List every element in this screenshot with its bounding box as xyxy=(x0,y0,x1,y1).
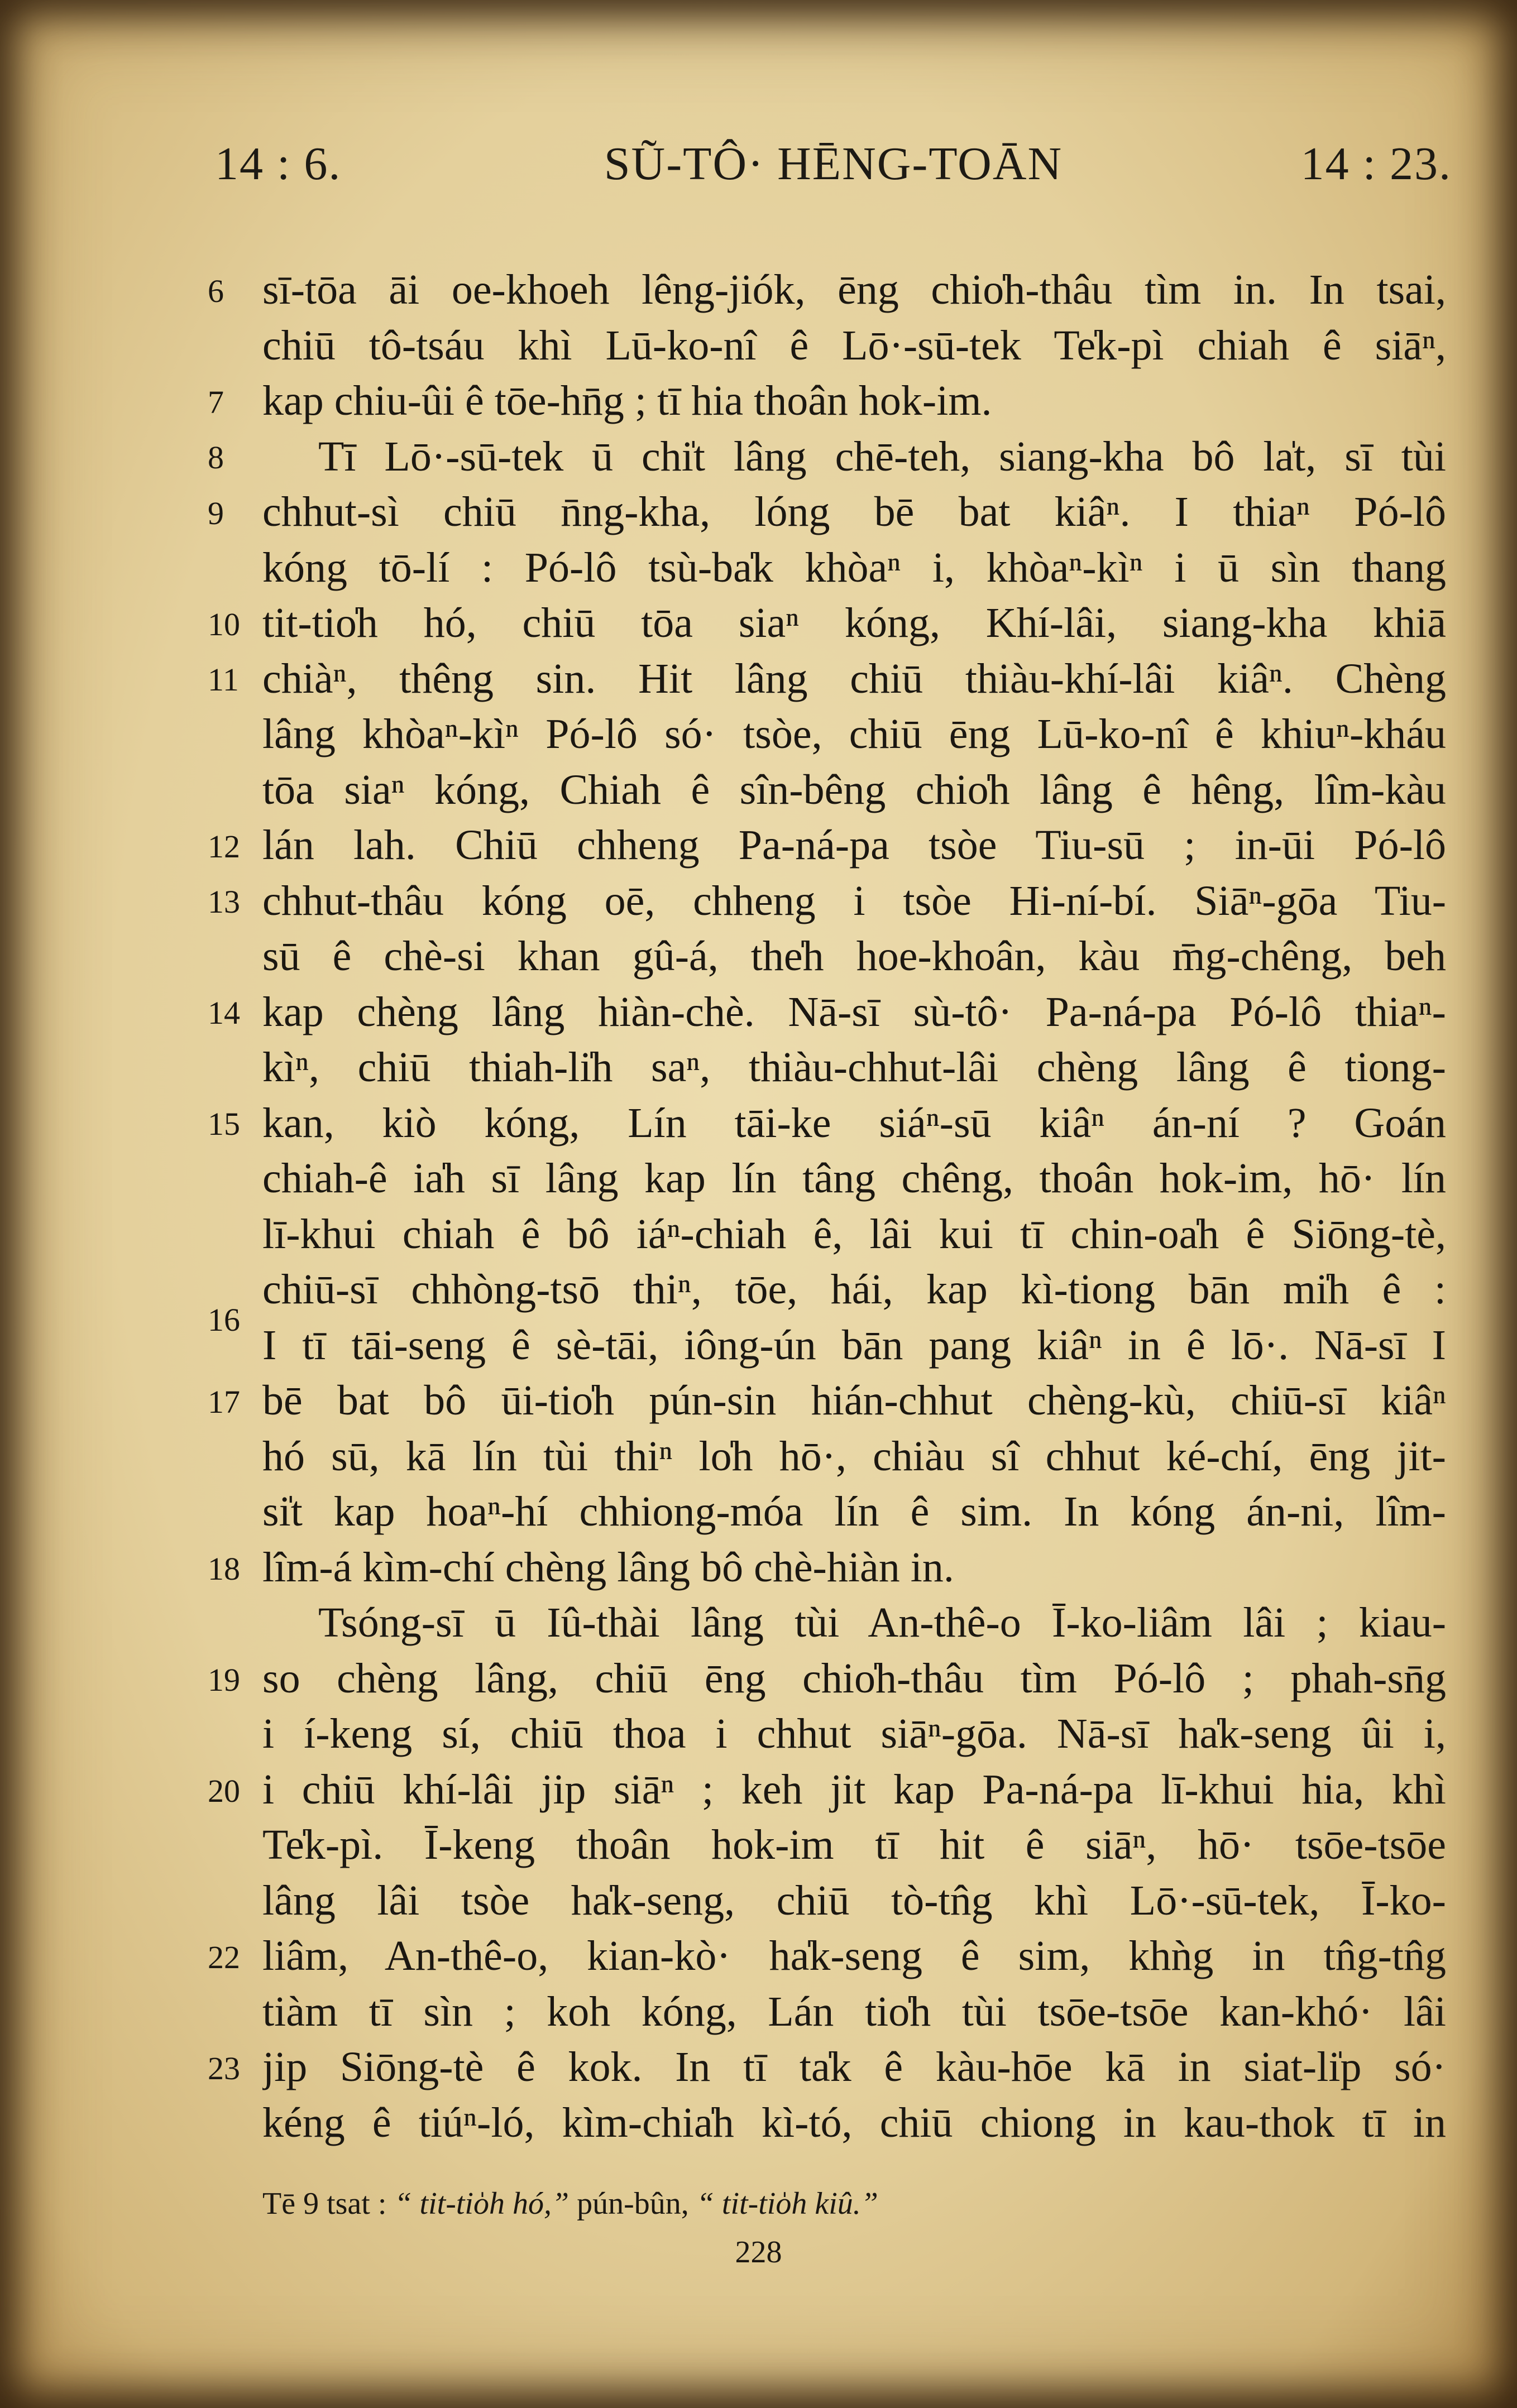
text-line: Tī Lō·-sū-tek ū chi̍t lâng chē-teh, siang-kha bô la̍t, sī tùi xyxy=(318,433,1446,480)
verse-number: 22 xyxy=(208,1939,240,1975)
verse-number: 14 xyxy=(208,995,240,1031)
text-line: kap chiu-ûi ê tōe-hn̄g ; tī hia thoân hok-im. xyxy=(262,377,992,424)
text-line: hó sū, kā lín tùi thiⁿ lo̍h hō·, chiàu sî chhut ké-chí, ēng jit- xyxy=(262,1432,1446,1480)
text-line: lâng lâi tsòe ha̍k-seng, chiū tò-tn̂g khì Lō·-sū-tek, Ī-ko- xyxy=(262,1877,1446,1924)
text-line: Tsóng-sī ū Iû-thài lâng tùi An-thê-o Ī-ko-liâm lâi ; kiau- xyxy=(318,1599,1446,1646)
header-chapter-verse-start: 14 : 6. xyxy=(215,138,342,190)
verse-number: 15 xyxy=(208,1106,240,1142)
verse-number: 9 xyxy=(208,495,224,531)
footnote-middle: pún-bûn, xyxy=(577,2186,689,2221)
text-line: chhut-thâu kóng oē, chheng i tsòe Hi-ní-bí. Siāⁿ-gōa Tiu- xyxy=(262,877,1446,924)
text-line: tit-tio̍h hó, chiū tōa siaⁿ kóng, Khí-lâi, siang-kha khiā xyxy=(262,599,1446,646)
text-line: sī-tōa āi oe-khoeh lêng-jiók, ēng chio̍h-thâu tìm in. In tsai, xyxy=(262,266,1446,313)
verse-number: 20 xyxy=(208,1773,240,1809)
text-line: tōa siaⁿ kóng, Chiah ê sîn-bêng chio̍h lâng ê hêng, lîm-kàu xyxy=(262,766,1446,813)
footnote xyxy=(262,2187,1446,2220)
text-line: Te̍k-pì. Ī-keng thoân hok-im tī hit ê siāⁿ, hō· tsōe-tsōe xyxy=(262,1821,1446,1868)
running-header xyxy=(215,137,1452,198)
text-line: lîm-á kìm-chí chèng lâng bô chè-hiàn in. xyxy=(262,1543,954,1591)
verse-number: 13 xyxy=(208,884,240,920)
text-line: liâm, An-thê-o, kian-kò· ha̍k-seng ê sim, khǹg in tn̂g-tn̂g xyxy=(262,1932,1446,1979)
footnote-quote-1: “ tit-tio̍h hó,” xyxy=(394,2186,570,2221)
body-text xyxy=(262,262,1446,2151)
header-chapter-verse-end: 14 : 23. xyxy=(1300,138,1452,190)
verse-number: 12 xyxy=(208,828,240,865)
text-line: kìⁿ, chiū thiah-li̍h saⁿ, thiàu-chhut-lâi chèng lâng ê tiong- xyxy=(262,1044,1446,1091)
verse-number: 11 xyxy=(208,661,239,698)
text-line: chiū tô-tsáu khì Lū-ko-nî ê Lō·-sū-tek Te̍k-pì chiah ê siāⁿ, xyxy=(262,322,1446,369)
verse-number: 18 xyxy=(208,1551,240,1587)
page-number: 228 xyxy=(735,2235,782,2270)
text-line: lán lah. Chiū chheng Pa-ná-pa tsòe Tiu-sū ; in-ūi Pó-lô xyxy=(262,822,1446,869)
text-line: so chèng lâng, chiū ēng chio̍h-thâu tìm Pó-lô ; phah-sn̄g xyxy=(262,1654,1446,1702)
verse-number: 6 xyxy=(208,273,224,309)
footnote-quote-2: “ tit-tio̍h kiû.” xyxy=(696,2186,878,2221)
verse-number: 16 xyxy=(208,1302,240,1338)
verse-number: 19 xyxy=(208,1662,240,1698)
text-line: chiàⁿ, thêng sin. Hit lâng chiū thiàu-khí-lâi kiâⁿ. Chèng xyxy=(262,655,1446,702)
verse-number: 23 xyxy=(208,2050,240,2086)
verse-number: 7 xyxy=(208,384,224,420)
text-line: lī-khui chiah ê bô iáⁿ-chiah ê, lâi kui tī chin-oa̍h ê Siōng-tè, xyxy=(262,1210,1446,1258)
text-line: bē bat bô ūi-tio̍h pún-sin hián-chhut chèng-kù, chiū-sī kiâⁿ xyxy=(262,1377,1446,1424)
header-book-title: SŨ-TÔ· HĒNG-TOĀN xyxy=(604,138,1063,190)
text-line: kap chèng lâng hiàn-chè. Nā-sī sù-tô· Pa-ná-pa Pó-lô thiaⁿ- xyxy=(262,988,1446,1035)
text-line: chhut-sì chiū n̄ng-kha, lóng bē bat kiâⁿ. I thiaⁿ Pó-lô xyxy=(262,488,1446,535)
verse-number: 10 xyxy=(208,606,240,642)
text-line: kóng tō-lí : Pó-lô tsù-ba̍k khòaⁿ i, khòaⁿ-kìⁿ i ū sìn thang xyxy=(262,544,1446,591)
text-line: i í-keng sí, chiū thoa i chhut siāⁿ-gōa. Nā-sī ha̍k-seng ûi i, xyxy=(262,1710,1446,1757)
text-line: sū ê chè-si khan gû-á, the̍h hoe-khoân, kàu m̄g-chêng, beh xyxy=(262,933,1446,980)
text-line: kéng ê tiúⁿ-ló, kìm-chia̍h kì-tó, chiū chiong in kau-thok tī in xyxy=(262,2099,1446,2146)
text-line: chiū-sī chhòng-tsō thiⁿ, tōe, hái, kap kì-tiong bān mi̍h ê : xyxy=(262,1266,1446,1313)
text-line: I tī tāi-seng ê sè-tāi, iông-ún bān pang kiâⁿ in ê lō·. Nā-sī I xyxy=(262,1321,1446,1369)
text-line: tiàm tī sìn ; koh kóng, Lán tio̍h tùi tsōe-tsōe kan-khó· lâi xyxy=(262,1988,1446,2035)
verse-number: 17 xyxy=(208,1384,240,1420)
text-line: lâng khòaⁿ-kìⁿ Pó-lô só· tsòe, chiū ēng Lū-ko-nî ê khiuⁿ-kháu xyxy=(262,711,1446,757)
text-line: si̍t kap hoaⁿ-hí chhiong-móa lín ê sim. In kóng án-ni, lîm- xyxy=(262,1488,1446,1535)
text-line: kan, kiò kóng, Lín tāi-ke siáⁿ-sū kiâⁿ án-ní ? Goán xyxy=(262,1099,1446,1147)
text-line: jip Siōng-tè ê kok. In tī ta̍k ê kàu-hōe kā in siat-li̍p só· xyxy=(262,2044,1446,2090)
text-line: i chiū khí-lâi jip siāⁿ ; keh jit kap Pa-ná-pa lī-khui hia, khì xyxy=(262,1766,1446,1813)
footnote-prefix: Tē 9 tsat : xyxy=(262,2186,387,2221)
text-line: chiah-ê ia̍h sī lâng kap lín tâng chêng, thoân hok-im, hō· lín xyxy=(262,1155,1446,1202)
verse-number: 8 xyxy=(208,439,224,476)
